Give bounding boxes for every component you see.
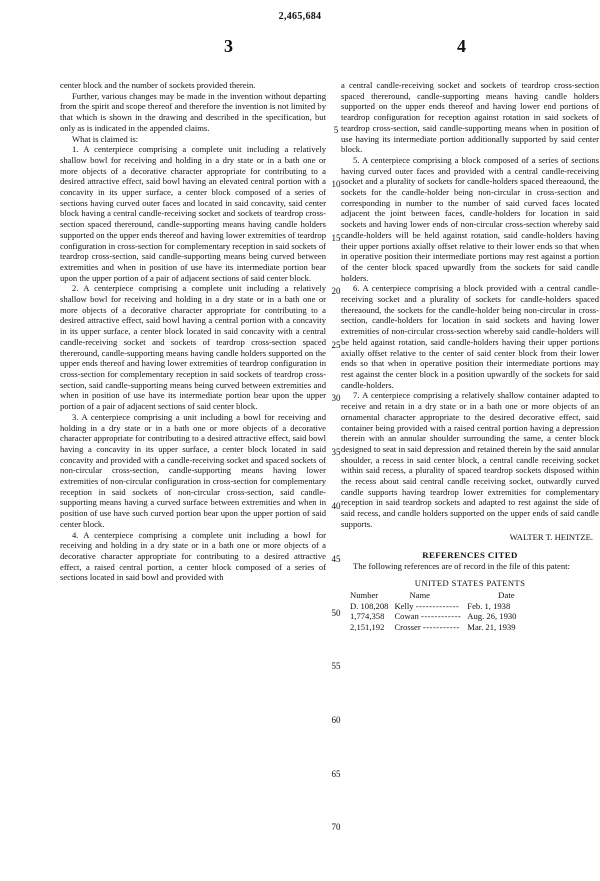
line-number: 35 [331, 447, 341, 457]
claim-7: 7. A centerpiece comprising a relatively shallow container adapted to receive and retain in a dry state or in a bath one or more objects of an ornamental character appropriate to the desired decorative effect, said container being provided with a raised central portion having a depression therein with an annular shoulder surrounding the same, a center block designed to seat in said depression and retained therein by the said annular shoulder, a recess in said center block, a central candle receiving socket within said recess, a plurality of spaced teardrop sockets disposed within the recess about said central candle receiving socket, outwardly curved candle supports having teardrop lower extremities for complementary reception in said teardrop sockets and adapted to rest against the side of said recess, and candle holders supported on the upper ends of said candle supports. [341, 390, 599, 529]
claim-3: 3. A centerpiece comprising a unit including a bowl for receiving and holding in a dry state or in a bath one or more objects of a decorative character appropriate for contributing to a desired attractive effect, said bowl having a concavity in its upper surface, a center block located in said concavity and provided with a candle-receiving socket and spaced sockets of non-circular cross-section, candle-supporting means having lower extremities of non-circular configuration in cross-section for complementary reception in said sockets of non-circular cross-section, said candle-supporting means having a curved surface between extremities and when in position of use have such curved portion bear upon the upper portion of said center block. [60, 411, 326, 529]
ref-number: 2,151,192 [350, 621, 385, 632]
ref-name: Cowan [394, 611, 419, 622]
claim-2: 2. A centerpiece comprising a complete unit including a relatively shallow bowl for receiving and holding in a dry state or in a bath one or more objects of a decorative character appropriate for contributing to a desired attractive effect, said bowl having a central portion with a concavity in its upper surface, a center block located in said concavity with a central candle-receiving socket and sockets of teardrop cross-section spaced thereround, candle-supporting means having candle holders supported on the upper ends thereof and having lower extremities of teardrop configuration in cross-section for complementary reception in said sockets of teardrop cross-section, said candle-supporting means being curved between extremities and when in position of use have its intermediate portion bear upon the upper portion of a pair of adjacent sections of said center block. [60, 283, 326, 412]
ref-name: Crosser [394, 621, 421, 632]
table-row [347, 622, 519, 633]
table-row [347, 601, 519, 612]
ref-name-cell [391, 622, 464, 633]
references-intro: The following references are of record in the file of this patent: [353, 560, 570, 571]
patent-number: 2,465,684 [278, 11, 322, 22]
references-table [347, 590, 519, 632]
line-number: 5 [333, 125, 339, 135]
line-number: 65 [331, 769, 341, 779]
claim-1: 1. A centerpiece comprising a complete unit including a relatively shallow bowl for receiving and holding in a dry state or in a bath one or more objects of a decorative character appropriate for contributing to a desired attractive effect, said bowl having an elevated central portion with a concavity in its upper surface, a center block composed of a series of sections having curved outer faces and located in said concavity, said center block having a central candle-receiving socket and sockets of teardrop cross-section spaced thereround, candle-supporting means having candle holders supported on the upper ends thereof and having lower extremities of teardrop configuration in cross-section for complementary reception in said sockets of teardrop cross-section, said candle-supporting means being curved between extremities and when in position of use have its intermediate portion bear upon the upper portion of a pair of adjacent sections of said center block. [60, 144, 326, 283]
table-row [347, 611, 519, 622]
ref-date: Aug. 26, 1930 [467, 611, 517, 622]
references-subheading: UNITED STATES PATENTS [414, 577, 526, 588]
leader-dots: ----------- [422, 621, 460, 632]
claim-5: 5. A centerpiece comprising a block composed of a series of sections having curved outer faces and provided with a central candle-receiving socket and a plurality of sockets for candle-holders spaced thereaound, the sockets for the candle-holder being non-circular in cross-section and corresponding in number to the number of said curved faces located adjacent the joint between faces, candle-holders for location in said sockets and having lower ends of non-circular cross-section whereby said candle-holders will be held against rotation, said candle-holders having their upper portions axially offset relative to their lower ends so that when in operative position their intermediate portions may rest against a portion of the center block spaced upwardly from the sockets for said candle holders. [341, 154, 599, 283]
line-number: 60 [331, 715, 341, 725]
ref-date: Feb. 1, 1938 [467, 600, 511, 611]
line-number: 20 [331, 286, 341, 296]
leader-dots: ------------- [415, 600, 460, 611]
left-column [60, 80, 326, 583]
line-number: 25 [331, 340, 341, 350]
line-number: 70 [331, 822, 341, 832]
line-number: 50 [331, 608, 341, 618]
ref-name: Kelly [394, 600, 414, 611]
references-header-row [347, 590, 519, 601]
inventor-signature: WALTER T. HEINTZE. [509, 531, 593, 542]
column-number-left: 3 [224, 36, 233, 56]
column-header-name: Name [409, 590, 430, 601]
line-number: 15 [331, 233, 341, 243]
ref-date: Mar. 21, 1939 [467, 621, 516, 632]
ref-name-cell [391, 601, 464, 612]
column-number-right: 4 [457, 36, 466, 56]
line-number: 55 [331, 661, 341, 671]
leader-dots: ------------ [420, 611, 462, 622]
claim-6: 6. A centerpiece comprising a block provided with a central candle-receiving socket and a plurality of sockets for candle-holders spaced thereaound, the sockets for the candle-holder being non-circular in cross-section, candle-holders for location in said sockets and having lower extremities of non-circular cross-section whereby said candle-holders will be held against rotation, said candle-holders having their upper portions axially offset relative to the center of said center block from their lower ends so that when in operative position their intermediate portions may rest against the center block in a position upwardly of the sockets for said candle-holders. [341, 283, 599, 390]
claim-4-start: 4. A centerpiece comprising a complete unit including a bowl for receiving and holding in a dry state or in a bath one or more objects of a decorative character appropriate for contributing to a desired attractive effect, a raised central portion, a center block composed of a series of sections located in said bowl and provided with [60, 529, 326, 583]
line-number: 40 [331, 501, 341, 511]
ref-number: D. 108,208 [350, 600, 389, 611]
line-number: 30 [331, 393, 341, 403]
claims-intro: What is claimed is: [72, 133, 139, 144]
references-heading: REFERENCES CITED [422, 550, 518, 561]
claim-4-continued: a central candle-receiving socket and sockets of teardrop cross-section spaced thereround, candle-supporting means having candle holders supported on the upper ends thereof and having lower end portions of teardrop configuration for reception against rotation in said sockets of teardrop cross-section, said candle-supporting means when in position of use having its intermediate portion additionally supported by said center block. [341, 80, 599, 155]
paragraph: Further, various changes may be made in the invention without departing from the spirit and scope thereof and therefore the invention is not limited by that which is shown in the drawing and described in the specification, but only as is indicated in the appended claims. [60, 90, 326, 133]
line-number: 45 [331, 554, 341, 564]
line-number: 10 [331, 179, 341, 189]
column-header-date: Date [498, 590, 515, 601]
ref-name-cell [391, 611, 464, 622]
ref-number: 1,774,358 [350, 611, 385, 622]
right-column [341, 80, 599, 632]
paragraph: center block and the number of sockets provided therein. [60, 80, 256, 90]
column-header-number: Number [350, 590, 379, 601]
